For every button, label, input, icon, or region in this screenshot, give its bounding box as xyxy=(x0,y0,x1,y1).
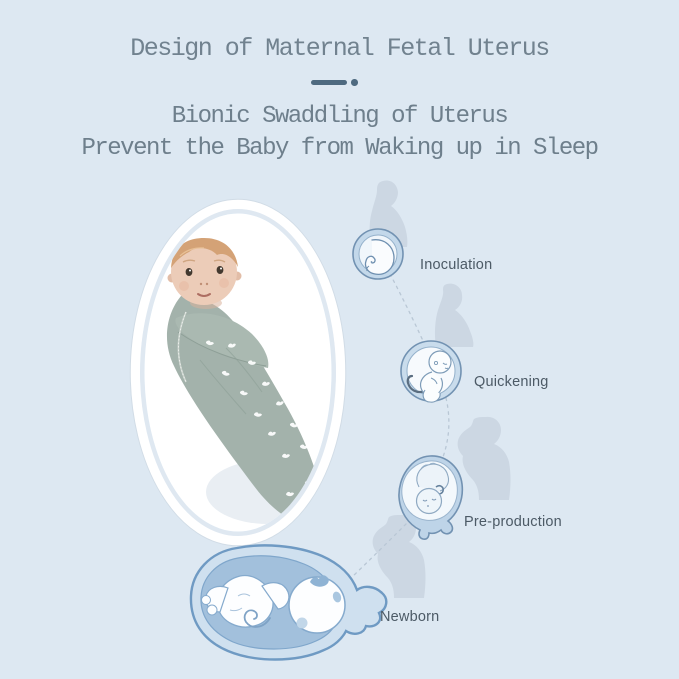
dashed-connector-2 xyxy=(443,398,449,457)
subtitle-line-2: Prevent the Baby from Waking up in Sleep xyxy=(81,135,598,162)
subtitle-line-1: Bionic Swaddling of Uterus xyxy=(171,103,508,130)
stage-label-preproduction: Pre-production xyxy=(464,514,562,530)
stage-label-newborn: Newborn xyxy=(380,609,440,625)
woman-silhouette-2 xyxy=(435,284,473,347)
title-divider-line xyxy=(311,80,347,85)
stage-label-inoculation: Inoculation xyxy=(420,257,493,273)
page-title: Design of Maternal Fetal Uterus xyxy=(130,34,549,63)
title-divider-dot xyxy=(351,79,358,86)
stage-label-quickening: Quickening xyxy=(474,374,549,390)
baby-in-womb-icon xyxy=(191,545,386,659)
pregnant-woman-silhouette-3 xyxy=(458,417,511,500)
fetus-in-circle-icon xyxy=(401,341,461,402)
embryo-in-circle-icon xyxy=(353,229,403,279)
dashed-connector-1 xyxy=(390,274,424,343)
